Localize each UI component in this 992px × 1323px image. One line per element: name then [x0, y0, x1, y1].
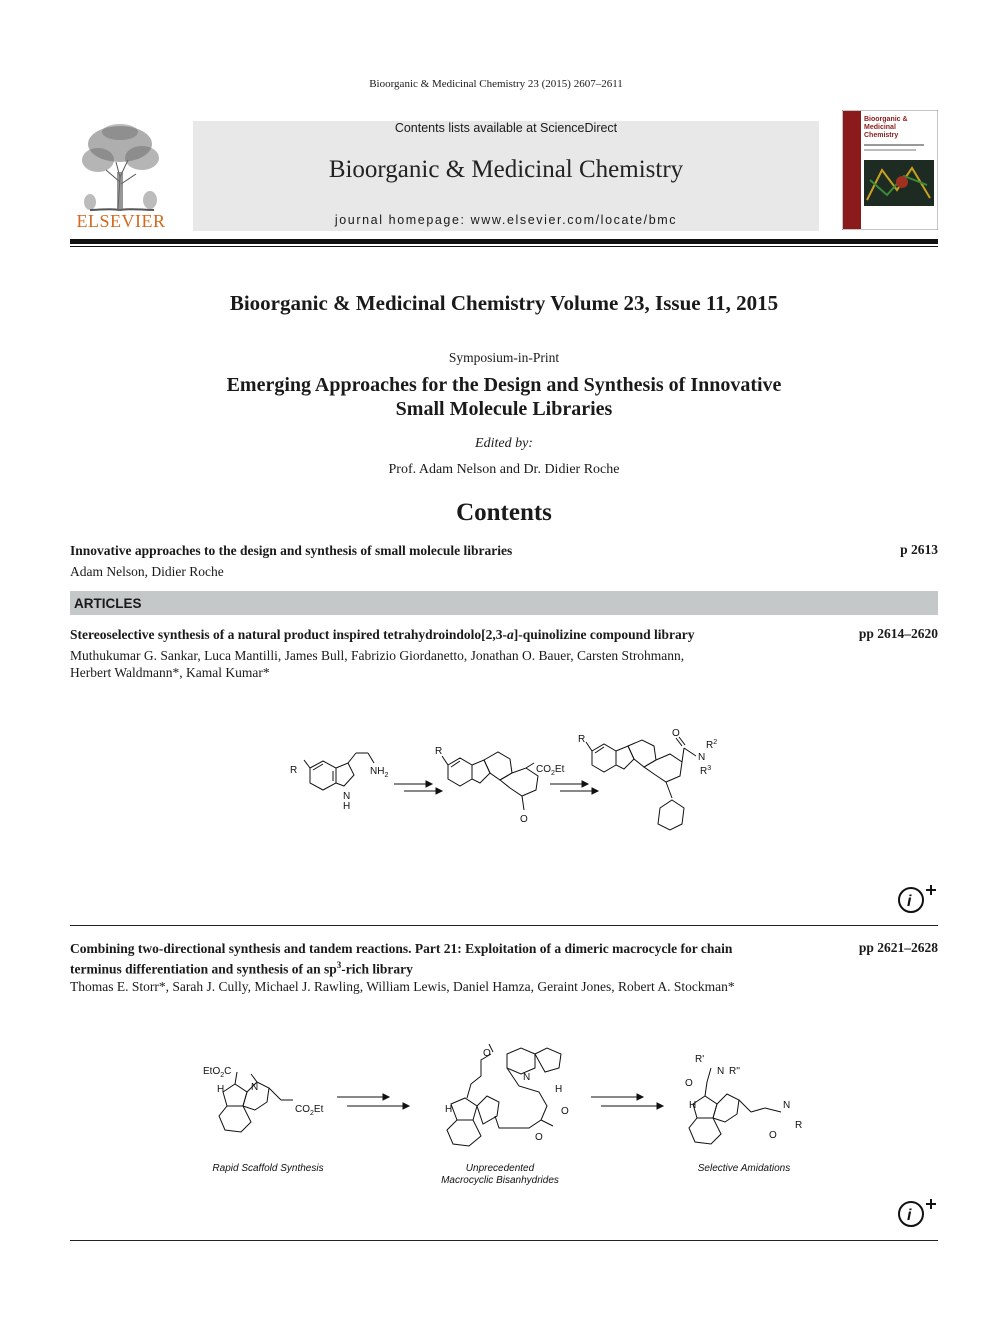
scheme2-r-label: R: [795, 1120, 803, 1131]
volume-heading: Bioorganic & Medicinal Chemistry Volume 23, Issue 11, 2015: [229, 291, 779, 315]
article-2-graphical-abstract[interactable]: [195, 1040, 815, 1190]
article-1-title-post: ]-quinolizine compound library: [513, 627, 695, 642]
articles-section-label: ARTICLES: [74, 596, 142, 611]
scheme2-n-label-3: N: [717, 1066, 725, 1077]
journal-cover-thumbnail: [842, 110, 938, 230]
scheme1-n-label-2: N: [698, 752, 706, 763]
journal-homepage-link[interactable]: journal homepage: www.elsevier.com/locate/bmc: [334, 213, 678, 227]
article-divider: [70, 925, 938, 926]
article-1-authors-line2: Herbert Waldmann*, Kamal Kumar*: [70, 665, 270, 680]
article-1-title-pre: Stereoselective synthesis of a natural product inspired tetrahydroindolo[2,3-: [70, 627, 507, 642]
svg-text:R3: [700, 765, 711, 777]
scheme2-eto2c-label: EtO: [203, 1066, 221, 1077]
article-2-title-link[interactable]: [70, 940, 840, 978]
journal-citation: Bioorganic & Medicinal Chemistry 23 (2015) 2607–2611: [369, 78, 623, 90]
svg-text:EtO2C: [203, 1066, 231, 1079]
journal-title: Bioorganic & Medicinal Chemistry: [328, 156, 684, 183]
article-1-info-icon[interactable]: [896, 882, 938, 914]
scheme2-h-label-2: H: [555, 1084, 563, 1095]
scheme2-o-label-2: O: [561, 1106, 569, 1117]
scheme1-co2et-subscript: 2: [551, 770, 555, 777]
scheme1-r-label-3: R: [578, 734, 586, 745]
contents-heading: Contents: [456, 499, 552, 526]
scheme1-r2-superscript: 2: [713, 739, 718, 746]
scheme1-o-label-2: O: [672, 728, 680, 739]
scheme2-caption-2a: Unprecedented: [465, 1163, 535, 1174]
svg-text:i: i: [907, 893, 912, 910]
svg-text:CO2Et: [536, 764, 565, 777]
header-rule-thick: [70, 239, 938, 244]
scheme1-n-label: N: [343, 791, 351, 802]
scheme1-r-label: R: [290, 765, 298, 776]
scheme2-n-label-4: N: [783, 1100, 791, 1111]
scheme2-caption-1: Rapid Scaffold Synthesis: [212, 1163, 324, 1174]
article-2-title-superscript: 3: [336, 960, 342, 970]
article-1-title-italic: a: [507, 627, 514, 642]
scheme1-r3-label: R: [700, 766, 708, 777]
edited-by-label: Edited by:: [475, 436, 533, 451]
article-2-title-line2-pre: terminus differentiation and synthesis of an sp: [70, 961, 337, 977]
scheme1-nh2-label: NH: [370, 766, 385, 777]
scheme2-eto2c-tail: C: [224, 1066, 232, 1077]
scheme2-o-label-3: O: [535, 1132, 543, 1143]
scheme1-r3-superscript: 3: [707, 765, 712, 772]
scheme2-caption-2b: Macrocyclic Bisanhydrides: [441, 1175, 559, 1186]
articles-section-bar: [70, 591, 938, 615]
article-2-title-line2-post: -rich library: [341, 961, 413, 977]
article-1-pages: pp 2614–2620: [858, 626, 938, 641]
issue-title-line2: Small Molecule Libraries: [395, 398, 613, 420]
symposium-label: Symposium-in-Print: [448, 350, 560, 365]
scheme2-h-label-4: H: [689, 1100, 697, 1111]
scheme2-o-label: O: [483, 1048, 491, 1059]
scheme2-co2et-label: CO: [295, 1104, 310, 1115]
cover-title-line2: Chemistry: [864, 132, 899, 139]
article-2-pages: pp 2621–2628: [858, 940, 938, 955]
scheme1-co2et-label: CO: [536, 764, 551, 775]
svg-text:CO2Et: [295, 1104, 324, 1117]
svg-text:i: i: [907, 1207, 912, 1224]
svg-text:R2: [706, 739, 717, 751]
article-2-title-line1: Combining two-directional synthesis and tandem reactions. Part 21: Exploitation of a dimeric macrocycle for chain: [70, 941, 733, 956]
scheme2-n-label: N: [251, 1082, 259, 1093]
scheme2-co2et-subscript: 2: [310, 1110, 314, 1117]
scheme1-h-label: H: [343, 801, 351, 812]
scheme2-o-label-5: O: [769, 1130, 777, 1141]
editors: Prof. Adam Nelson and Dr. Didier Roche: [388, 462, 620, 477]
scheme1-nh2-subscript: 2: [384, 772, 389, 779]
article-1-authors: [70, 647, 830, 681]
scheme1-o-label: O: [520, 814, 528, 825]
svg-text:NH2: [370, 766, 388, 779]
contents-available-link[interactable]: Contents lists available at ScienceDirect: [394, 121, 618, 135]
editorial-authors: Adam Nelson, Didier Roche: [70, 564, 224, 579]
scheme2-h-label: H: [217, 1084, 225, 1095]
elsevier-wordmark: ELSEVIER: [76, 211, 166, 231]
article-1-graphical-abstract[interactable]: [280, 728, 730, 858]
article-divider-bottom: [70, 1240, 938, 1241]
scheme2-eto2c-subscript: 2: [220, 1072, 225, 1079]
article-2-info-icon[interactable]: [896, 1196, 938, 1228]
cover-title-line1: Bioorganic & Medicinal: [864, 116, 908, 131]
scheme1-co2et-tail: Et: [554, 764, 565, 775]
header-rule-thin: [70, 246, 938, 247]
issue-title-line1: Emerging Approaches for the Design and Synthesis of Innovative: [226, 374, 782, 396]
scheme2-rp-label: R': [695, 1054, 705, 1065]
scheme2-co2et-tail: Et: [313, 1104, 324, 1115]
scheme2-h-label-3: H: [445, 1104, 453, 1115]
scheme2-o-label-4: O: [685, 1078, 693, 1089]
editorial-pages: p 2613: [900, 542, 938, 557]
article-2-authors: Thomas E. Storr*, Sarah J. Cully, Michael J. Rawling, William Lewis, Daniel Hamza, Geraint Jones, Robert A. Stockman*: [70, 979, 735, 994]
scheme2-rpp-label: R'': [729, 1066, 741, 1077]
scheme1-r-label-2: R: [435, 746, 443, 757]
scheme2-n-label-2: N: [523, 1072, 531, 1083]
article-2-title-line2: [70, 957, 840, 978]
article-1-title-link[interactable]: [70, 626, 840, 643]
scheme2-caption-3: Selective Amidations: [697, 1163, 791, 1174]
editorial-title-link[interactable]: Innovative approaches to the design and synthesis of small molecule libraries: [70, 543, 513, 558]
article-1-authors-line1: Muthukumar G. Sankar, Luca Mantilli, James Bull, Fabrizio Giordanetto, Jonathan O. Bauer, Carsten Strohmann,: [70, 648, 685, 663]
scheme1-r2-label: R: [706, 740, 714, 751]
issue-title: [70, 373, 938, 421]
